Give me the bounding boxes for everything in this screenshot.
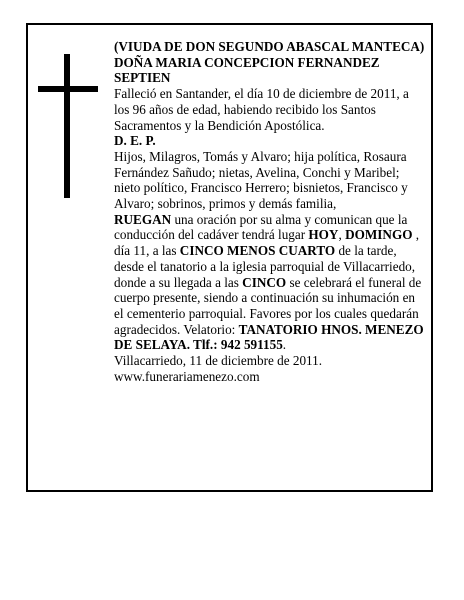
place-date: Villacarriedo, 11 de diciembre de 2011. [114, 353, 323, 369]
cross-icon [64, 54, 70, 198]
funeral-request [114, 212, 426, 353]
domingo-label: DOMINGO [345, 227, 413, 243]
deceased-name: DOÑA MARIA CONCEPCION FERNANDEZ SEPTIEN [114, 54, 380, 86]
family-list: Hijos, Milagros, Tomás y Alvaro; hija política, Rosaura Fernández Sañudo; nietas, Avelina, Conchi y Maribel; nieto político, Francisco Herrero; bisnietos, Francisco y Alvaro; sobrinos, primos y demás familia, [114, 148, 408, 212]
dep-label: D. E. P. [114, 133, 156, 149]
request-text-5: se celebrará el funeral de cuerpo presente, siendo a continuación su inhumación en el cementerio parroquial. Favores por los cuales quedarán agradecidos. Velatorio: [114, 274, 422, 337]
request-text-6: . [282, 337, 287, 353]
request-text-4: de la tarde, desde el tanatorio a la iglesia parroquial de Villacarriedo, donde a su llegada a las [114, 243, 416, 290]
time-label: CINCO MENOS CUARTO [179, 243, 336, 259]
website-link[interactable]: www.funerariamenezo.com [114, 368, 260, 384]
ruegan-label: RUEGAN [114, 211, 172, 227]
request-text-3: , día 11, a las [114, 227, 420, 259]
widow-line: (VIUDA DE DON SEGUNDO ABASCAL MANTECA) [114, 39, 425, 54]
request-text-1: una oración por su alma y comunican que la conducción del cadáver tendrá lugar [114, 211, 408, 243]
hoy-label: HOY [308, 227, 339, 243]
obituary-text [114, 39, 426, 384]
request-text-2: , [338, 227, 346, 243]
cinco-label: CINCO [242, 274, 287, 290]
tanatorio-label: TANATORIO HNOS. MENEZO DE SELAYA. Tlf.: 942 591155 [114, 321, 424, 353]
cross-icon-crossbar [38, 86, 98, 92]
death-notice: Falleció en Santander, el día 10 de diciembre de 2011, a los 96 años de edad, habiendo recibido los Santos Sacramentos y la Bendición Apostólica. [114, 86, 409, 133]
